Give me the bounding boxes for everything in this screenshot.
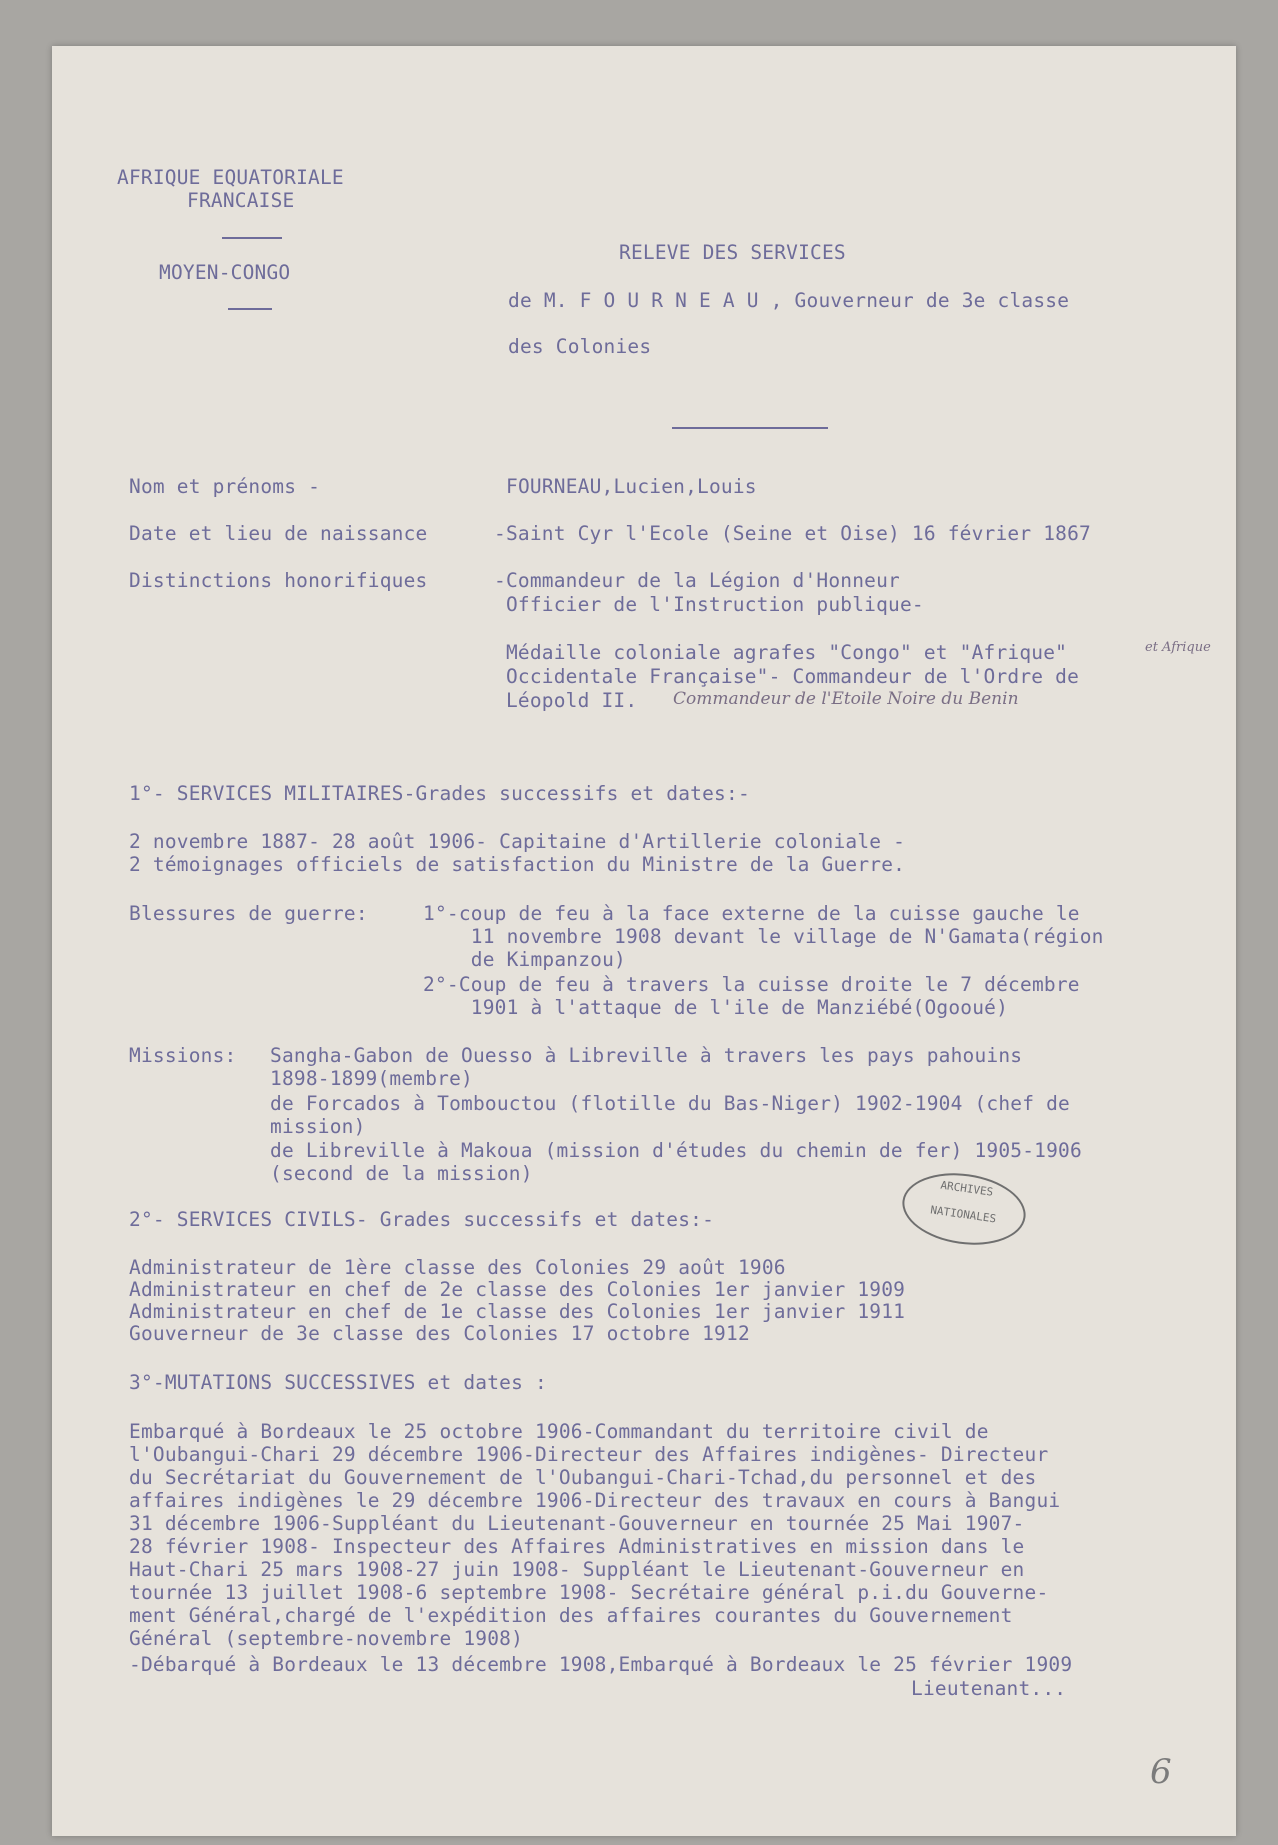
mission-line: de Forcados à Tombouctou (flotille du Bas-Niger) 1902-1904 (chef de xyxy=(270,1092,1070,1115)
mission-line: 1898-1899(membre) xyxy=(270,1067,473,1090)
distinction-line: Médaille coloniale agrafes "Congo" et "Afrique" xyxy=(494,641,1068,664)
wound-line: 1°-coup de feu à la face externe de la cuisse gauche le xyxy=(423,902,1080,925)
mission-line: (second de la mission) xyxy=(270,1162,533,1185)
document-subtitle: de M. F O U R N E A U , Gouverneur de 3e classe xyxy=(508,289,1070,312)
distinction-line: Occidentale Française"- Commandeur de l'Ordre de xyxy=(494,665,1080,688)
handwritten-note: Commandeur de l'Etoile Noire du Benin xyxy=(673,689,1019,709)
mutation-line: Embarqué à Bordeaux le 25 octobre 1906-Commandant du territoire civil de xyxy=(129,1420,989,1443)
continuation-text: Lieutenant... xyxy=(911,1677,1067,1700)
header-colony: MOYEN-CONGO xyxy=(159,261,291,284)
mutation-line: l'Oubangui-Chari 29 décembre 1906-Directeur des Affaires indigènes- Directeur xyxy=(129,1443,1049,1466)
wounds-label: Blessures de guerre: xyxy=(129,902,368,925)
distinction-line: -Commandeur de la Légion d'Honneur xyxy=(494,569,900,592)
wound-line: 2°-Coup de feu à travers la cuisse droite le 7 décembre xyxy=(423,973,1080,996)
missions-label: Missions: xyxy=(129,1044,237,1067)
military-heading: 1°- SERVICES MILITAIRES-Grades successifs et dates:- xyxy=(129,782,750,805)
archives-stamp: ARCHIVES NATIONALES xyxy=(898,1166,1031,1253)
document-title: RELEVE DES SERVICES xyxy=(619,241,846,264)
civil-line: Administrateur en chef de 1e classe des Colonies 1er janvier 1911 xyxy=(129,1300,906,1323)
name-value: FOURNEAU,Lucien,Louis xyxy=(506,475,757,498)
mutation-line: Général (septembre-novembre 1908) xyxy=(129,1627,524,1650)
header-territory: AFRIQUE EQUATORIALE xyxy=(117,166,344,189)
mutation-line: tournée 13 juillet 1908-6 septembre 1908- Secrétaire général p.i.du Gouverne- xyxy=(129,1581,1049,1604)
military-line: 2 témoignages officiels de satisfaction du Ministre de la Guerre. xyxy=(129,853,906,876)
mission-line: Sangha-Gabon de Ouesso à Libreville à travers les pays pahouins xyxy=(270,1044,1023,1067)
header-rule-1 xyxy=(222,237,282,239)
distinction-line: Officier de l'Instruction publique- xyxy=(494,593,924,616)
mutation-line: 28 février 1908- Inspecteur des Affaires Administratives en mission dans le xyxy=(129,1535,1025,1558)
mission-line: mission) xyxy=(270,1115,366,1138)
civil-heading: 2°- SERVICES CIVILS- Grades successifs et dates:- xyxy=(129,1208,715,1231)
military-line: 2 novembre 1887- 28 août 1906- Capitaine d'Artillerie coloniale - xyxy=(129,830,906,853)
birth-value: -Saint Cyr l'Ecole (Seine et Oise) 16 février 1867 xyxy=(494,522,1091,545)
header-territory-2: FRANCAISE xyxy=(187,189,295,212)
distinctions-label: Distinctions honorifiques xyxy=(129,569,428,592)
wound-line: de Kimpanzou) xyxy=(423,948,626,971)
civil-line: Administrateur en chef de 2e classe des Colonies 1er janvier 1909 xyxy=(129,1278,906,1301)
title-rule xyxy=(672,427,828,429)
page-number: 6 xyxy=(1150,1752,1172,1792)
handwritten-note: et Afrique xyxy=(1145,640,1211,655)
birth-label: Date et lieu de naissance xyxy=(129,522,428,545)
distinction-line: Léopold II. xyxy=(494,689,638,712)
wound-line: 11 novembre 1908 devant le village de N'Gamata(région xyxy=(423,925,1104,948)
header-rule-2 xyxy=(228,308,272,310)
mutations-heading: 3°-MUTATIONS SUCCESSIVES et dates : xyxy=(129,1371,547,1394)
wound-line: 1901 à l'attaque de l'ile de Manziébé(Ogooué) xyxy=(423,996,1009,1019)
document-subtitle-2: des Colonies xyxy=(508,335,652,358)
mutation-line: du Secrétariat du Gouvernement de l'Oubangui-Chari-Tchad,du personnel et des xyxy=(129,1466,1037,1489)
mutation-line: affaires indigènes le 29 décembre 1906-Directeur des travaux en cours à Bangui xyxy=(129,1489,1061,1512)
civil-line: Administrateur de 1ère classe des Colonies 29 août 1906 xyxy=(129,1256,786,1279)
mutation-line: -Débarqué à Bordeaux le 13 décembre 1908,Embarqué à Bordeaux le 25 février 1909 xyxy=(129,1653,1073,1676)
mutation-line: ment Général,chargé de l'expédition des affaires courantes du Gouvernement xyxy=(129,1604,1013,1627)
civil-line: Gouverneur de 3e classe des Colonies 17 octobre 1912 xyxy=(129,1322,750,1345)
name-label: Nom et prénoms - xyxy=(129,475,321,498)
mutation-line: Haut-Chari 25 mars 1908-27 juin 1908- Suppléant le Lieutenant-Gouverneur en xyxy=(129,1558,1025,1581)
mutation-line: 31 décembre 1906-Suppléant du Lieutenant-Gouverneur en tournée 25 Mai 1907- xyxy=(129,1512,1025,1535)
mission-line: de Libreville à Makoua (mission d'études du chemin de fer) 1905-1906 xyxy=(270,1139,1082,1162)
